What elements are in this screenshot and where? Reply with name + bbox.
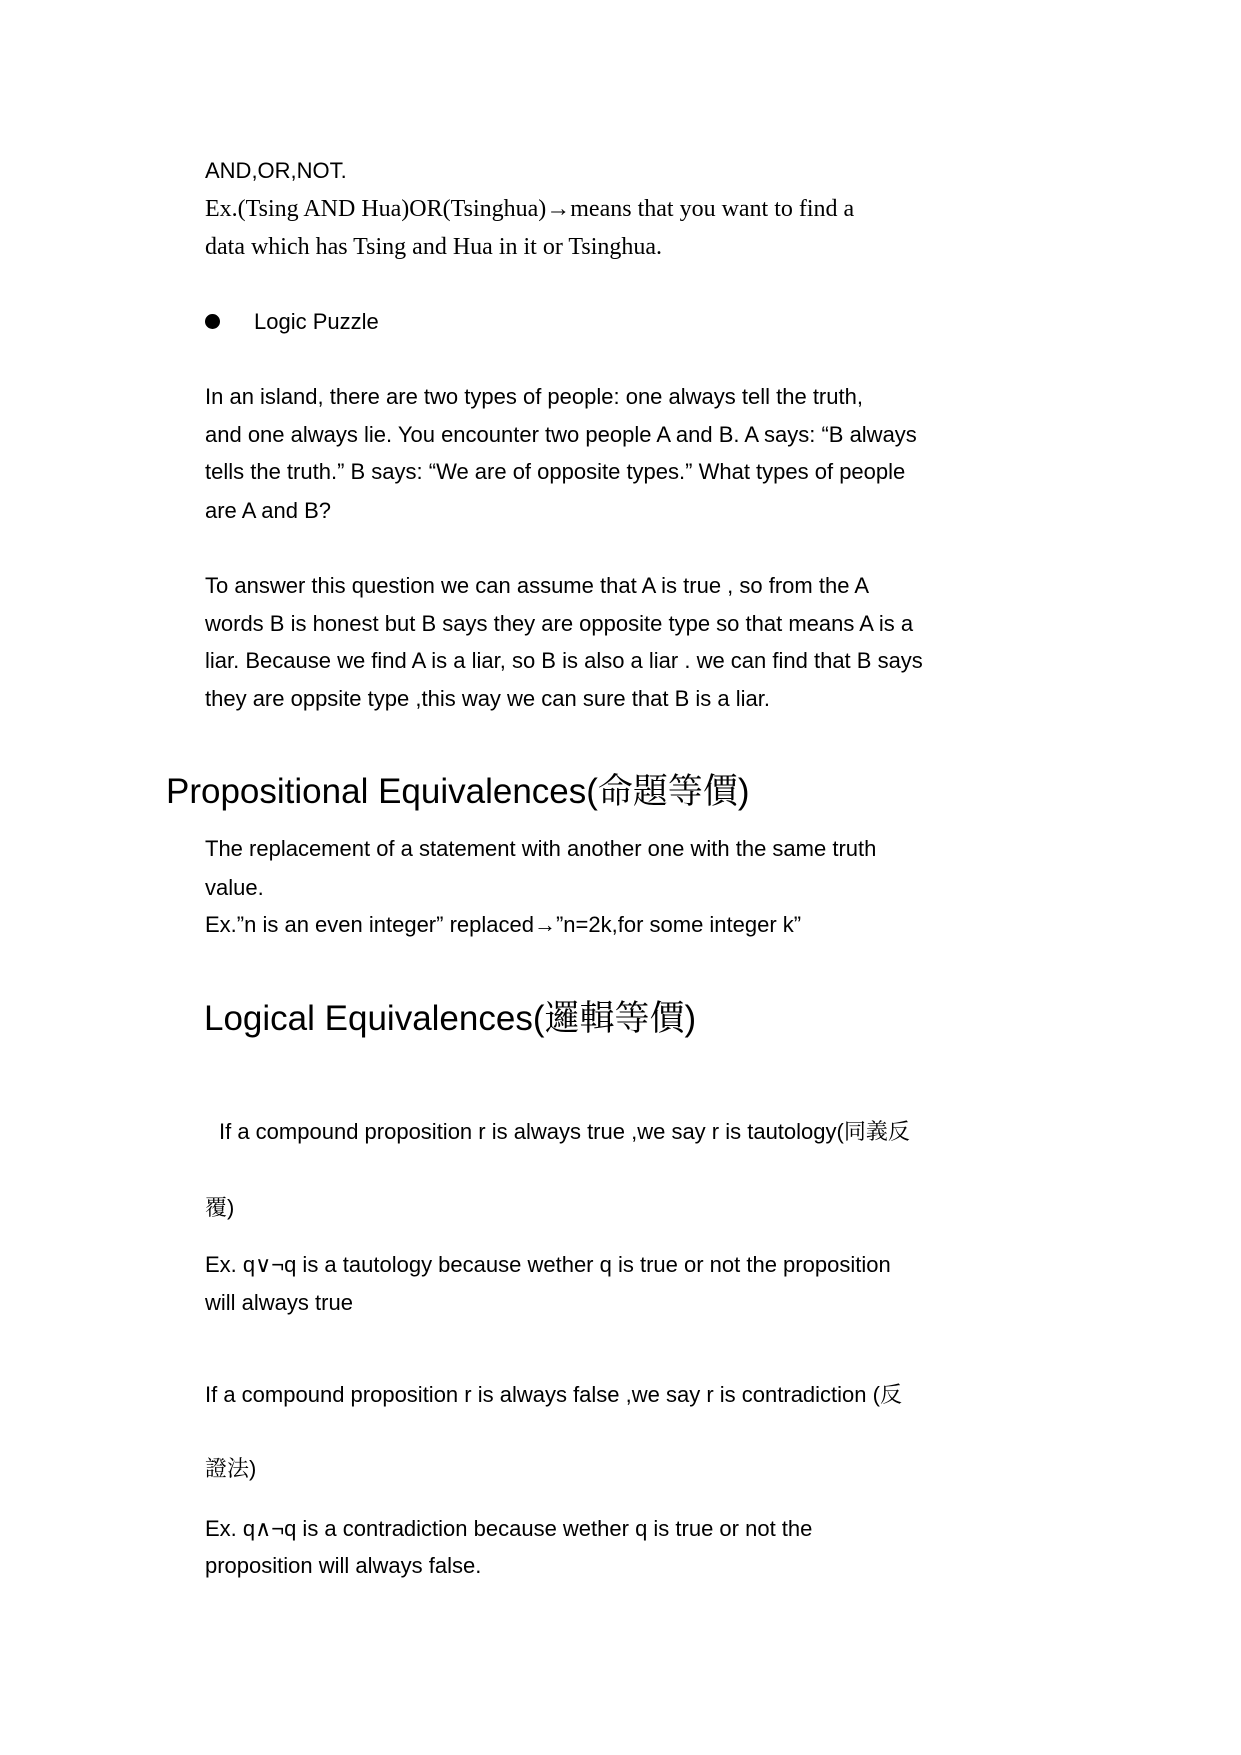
tautology-definition: If a compound proposition r is always true ,we say r is tautology(同義反 <box>219 1119 910 1144</box>
puzzle-question: are A and B? <box>205 498 331 523</box>
contradiction-example: proposition will always false. <box>205 1553 482 1578</box>
puzzle-answer: liar. Because we find A is a liar, so B is also a liar . we can find that B says <box>205 648 923 673</box>
tautology-example: Ex. q∨¬q is a tautology because wether q is true or not the proposition <box>205 1252 891 1277</box>
puzzle-question: and one always lie. You encounter two people A and B. A says: “B always <box>205 422 917 447</box>
heading-logical-equivalences: Logical Equivalences(邏輯等價) <box>204 999 697 1038</box>
puzzle-question: tells the truth.” B says: “We are of opposite types.” What types of people <box>205 459 906 484</box>
propositional-text: Ex.”n is an even integer” replaced→”n=2k,for some integer k” <box>205 912 802 937</box>
puzzle-answer: words B is honest but B says they are opposite type so that means A is a <box>205 611 914 636</box>
example-text: data which has Tsing and Hua in it or Tsinghua. <box>205 234 663 260</box>
bullet-icon <box>205 314 220 329</box>
propositional-text: The replacement of a statement with another one with the same truth <box>205 836 877 861</box>
tautology-example: will always true <box>205 1290 353 1315</box>
puzzle-answer: they are oppsite type ,this way we can sure that B is a liar. <box>205 686 770 711</box>
operators-text: AND,OR,NOT. <box>205 158 347 183</box>
tautology-definition: 覆) <box>205 1195 235 1220</box>
contradiction-example: Ex. q∧¬q is a contradiction because wether q is true or not the <box>205 1516 813 1541</box>
propositional-text: value. <box>205 875 264 900</box>
contradiction-definition: 證法) <box>205 1456 257 1481</box>
puzzle-answer: To answer this question we can assume that A is true , so from the A <box>205 573 870 598</box>
heading-propositional-equivalences: Propositional Equivalences(命題等價) <box>166 772 750 811</box>
example-text: Ex.(Tsing AND Hua)OR(Tsinghua)→means that you want to find a <box>205 196 855 222</box>
bullet-item-logic-puzzle: Logic Puzzle <box>254 309 379 334</box>
contradiction-definition: If a compound proposition r is always false ,we say r is contradiction (反 <box>205 1382 902 1407</box>
puzzle-question: In an island, there are two types of people: one always tell the truth, <box>205 384 863 409</box>
